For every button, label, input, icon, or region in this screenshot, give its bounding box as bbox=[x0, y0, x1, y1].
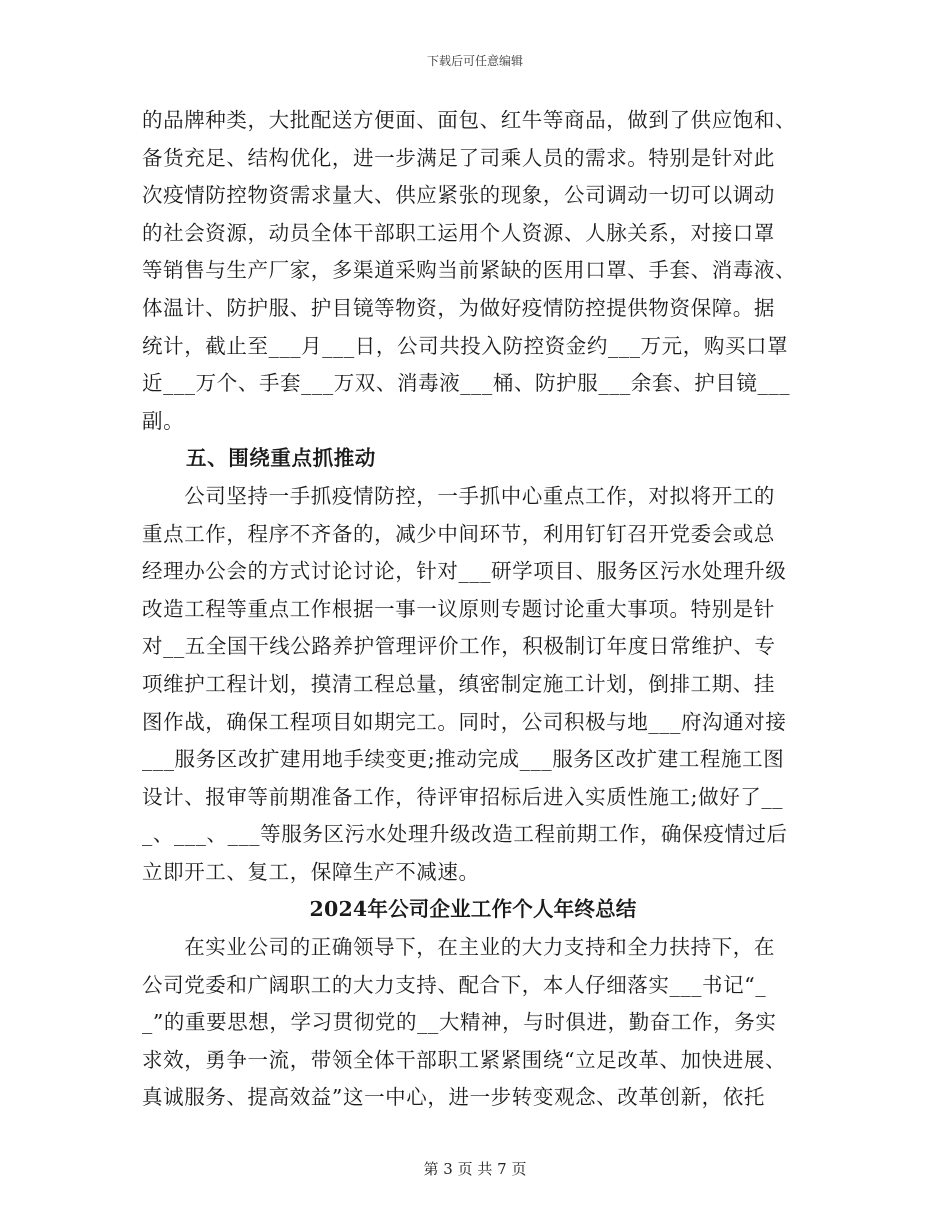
body-line: 改造工程等重点工作根据一事一议原则专题讨论重大事项。特别是针 bbox=[142, 596, 775, 621]
body-line: 的品牌种类，大批配送方便面、面包、红牛等商品，做到了供应饱和、 bbox=[142, 108, 797, 132]
body-line: _、___、___等服务区污水处理升级改造工程前期工作，确保疫情过后 bbox=[142, 822, 788, 847]
body-line: 统计，截止至___月___日，公司共投入防控资金约___万元，购买口罩 bbox=[142, 333, 789, 358]
body-line: 项维护工程计划，摸清工程总量，缜密制定施工计划，倒排工期、挂 bbox=[142, 671, 775, 696]
page-header: 下载后可任意编辑 bbox=[426, 54, 523, 68]
body-line: 求效，勇争一流，带领全体干部职工紧紧围绕“立足改革、加快进展、 bbox=[142, 1047, 787, 1072]
body-line: 近___万个、手套___万双、消毒液___桶、防护服___余套、护目镜___ bbox=[142, 371, 791, 396]
body-line: 备货充足、结构优化，进一步满足了司乘人员的需求。特别是针对此 bbox=[142, 145, 775, 170]
body-line: 体温计、防护服、护目镜等物资，为做好疫情防控提供物资保障。据 bbox=[142, 295, 775, 320]
body-line: 立即开工、复工，保障生产不减速。 bbox=[142, 859, 480, 884]
body-line: 设计、报审等前期准备工作，待评审招标后进入实质性施工;做好了__ bbox=[142, 784, 784, 809]
document-title: 2024年公司企业工作个人年终总结 bbox=[309, 897, 637, 922]
body-line: 经理办公会的方式讨论讨论，针对___研学项目、服务区污水处理升级 bbox=[142, 559, 787, 584]
body-line: 公司党委和广阔职工的大力支持、配合下，本人仔细落实___书记“_ bbox=[142, 972, 767, 997]
body-line: 副。 bbox=[142, 408, 185, 433]
body-line: 在实业公司的正确领导下，在主业的大力支持和全力扶持下，在 bbox=[142, 935, 775, 960]
body-line: 图作战，确保工程项目如期完工。同时，公司积极与地___府沟通对接 bbox=[142, 709, 787, 734]
body-line: 公司坚持一手抓疫情防控，一手抓中心重点工作，对拟将开工的 bbox=[142, 483, 775, 508]
page-number: 第 3 页 共 7 页 bbox=[423, 1160, 527, 1178]
body-line: 等销售与生产厂家，多渠道采购当前紧缺的医用口罩、手套、消毒液、 bbox=[142, 258, 797, 283]
body-line: 对__五全国干线公路养护管理评价工作，积极制订年度日常维护、专 bbox=[142, 634, 776, 659]
section-heading: 五、围绕重点抓推动 bbox=[186, 446, 376, 471]
body-line: 真诚服务、提高效益”这一中心，进一步转变观念、改革创新，依托 bbox=[142, 1085, 765, 1110]
document-body bbox=[142, 102, 804, 1117]
body-line: _”的重要思想，学习贯彻党的__大精神，与时俱进，勤奋工作，务实 bbox=[142, 1010, 777, 1035]
body-line: 的社会资源，动员全体干部职工运用个人资源、人脉关系，对接口罩 bbox=[142, 220, 775, 245]
body-line: 重点工作，程序不齐备的，减少中间环节，利用钉钉召开党委会或总 bbox=[142, 521, 775, 546]
body-line: 次疫情防控物资需求量大、供应紧张的现象，公司调动一切可以调动 bbox=[142, 183, 775, 208]
body-line: ___服务区改扩建用地手续变更;推动完成___服务区改扩建工程施工图 bbox=[142, 747, 785, 772]
